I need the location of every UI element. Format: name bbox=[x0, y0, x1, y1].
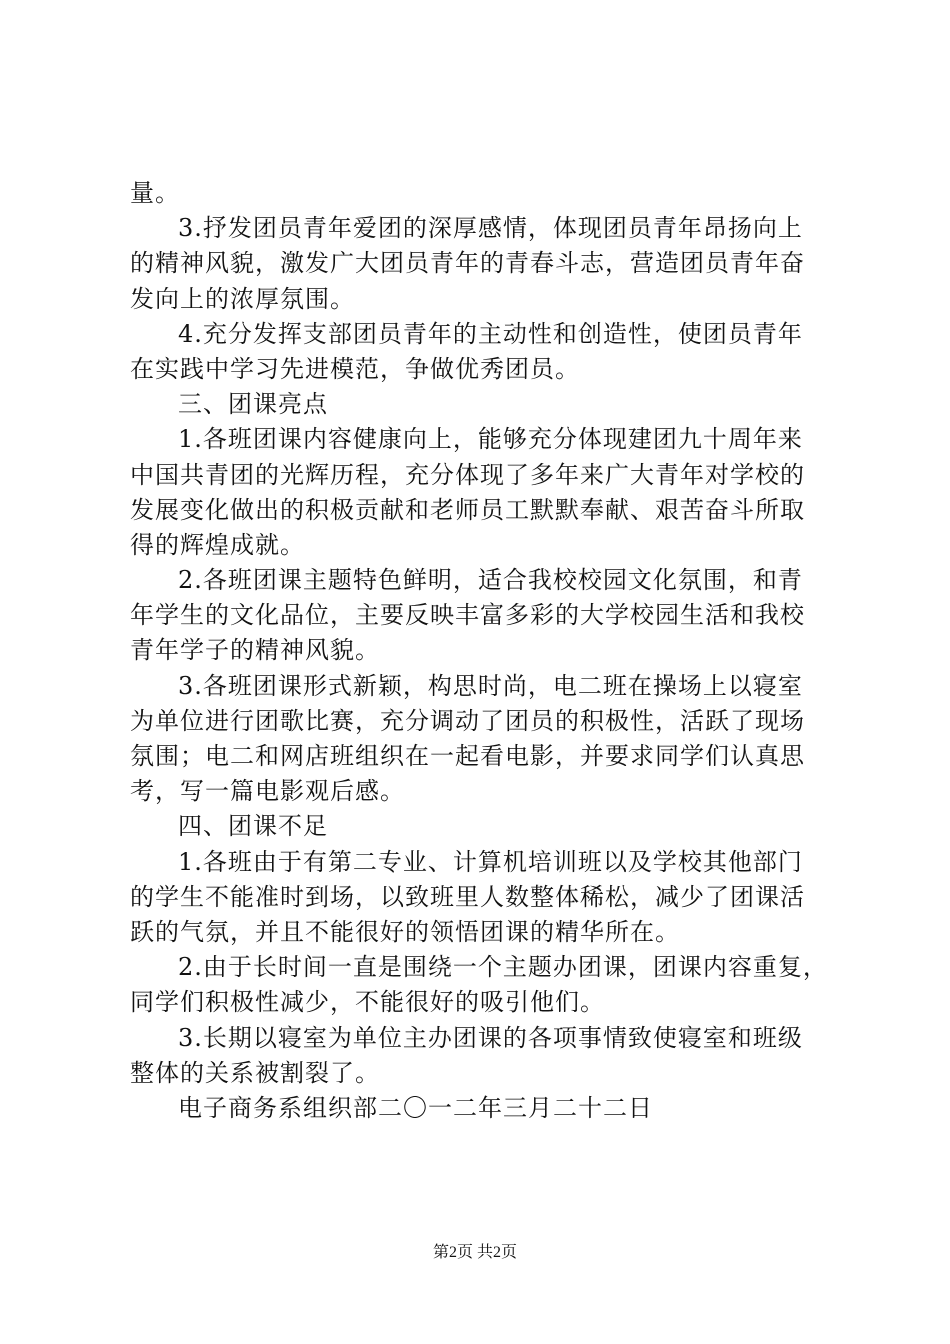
text-line: 3.长期以寝室为单位主办团课的各项事情致使寝室和班级 bbox=[178, 1023, 803, 1052]
text-line: 整体的关系被割裂了。 bbox=[130, 1058, 380, 1087]
text-line: 3.各班团课形式新颖，构思时尚，电二班在操场上以寝室 bbox=[178, 671, 803, 700]
text-line: 得的辉煌成就。 bbox=[130, 530, 305, 559]
text-line: 2.由于长时间一直是围绕一个主题办团课，团课内容重复， bbox=[178, 953, 828, 982]
text-line: 氛围；电二和网店班组织在一起看电影，并要求同学们认真思 bbox=[130, 742, 805, 770]
text-line: 中国共青团的光辉历程，充分体现了多年来广大青年对学校的 bbox=[130, 460, 805, 489]
page-footer: 第2页 共2页 bbox=[432, 1244, 517, 1261]
text-line: 1.各班团课内容健康向上，能够充分体现建团九十周年来 bbox=[178, 425, 803, 454]
text-line: 跃的气氛，并且不能很好的领悟团课的精华所在。 bbox=[130, 917, 680, 946]
text-line: 为单位进行团歌比赛，充分调动了团员的积极性，活跃了现场 bbox=[130, 706, 805, 735]
text-line: 年学生的文化品位，主要反映丰富多彩的大学校园生活和我校 bbox=[130, 601, 805, 630]
text-line: 考，写一篇电影观后感。 bbox=[130, 777, 405, 806]
text-line: 青年学子的精神风貌。 bbox=[130, 636, 380, 665]
document-body bbox=[130, 176, 830, 1126]
text-line: 的精神风貌，激发广大团员青年的青春斗志，营造团员青年奋 bbox=[130, 249, 805, 278]
text-line: 在实践中学习先进模范，争做优秀团员。 bbox=[130, 354, 580, 383]
text-line: 三、团课亮点 bbox=[178, 390, 328, 419]
text-line: 同学们积极性减少，不能很好的吸引他们。 bbox=[130, 988, 605, 1017]
text-line: 发展变化做出的积极贡献和老师员工默默奉献、艰苦奋斗所取 bbox=[130, 495, 805, 524]
text-line: 2.各班团课主题特色鲜明，适合我校校园文化氛围，和青 bbox=[178, 566, 803, 595]
text-line: 发向上的浓厚氛围。 bbox=[130, 284, 355, 313]
text-line: 电子商务系组织部二〇一二年三月二十二日 bbox=[178, 1093, 653, 1122]
text-line: 4.充分发挥支部团员青年的主动性和创造性，使团员青年 bbox=[178, 319, 803, 348]
text-line: 量。 bbox=[130, 179, 180, 207]
text-line: 四、团课不足 bbox=[178, 812, 328, 841]
text-line: 1.各班由于有第二专业、计算机培训班以及学校其他部门 bbox=[178, 847, 803, 876]
text-line: 的学生不能准时到场，以致班里人数整体稀松，减少了团课活 bbox=[130, 882, 805, 911]
text-line: 3.抒发团员青年爱团的深厚感情，体现团员青年昂扬向上 bbox=[178, 214, 803, 243]
